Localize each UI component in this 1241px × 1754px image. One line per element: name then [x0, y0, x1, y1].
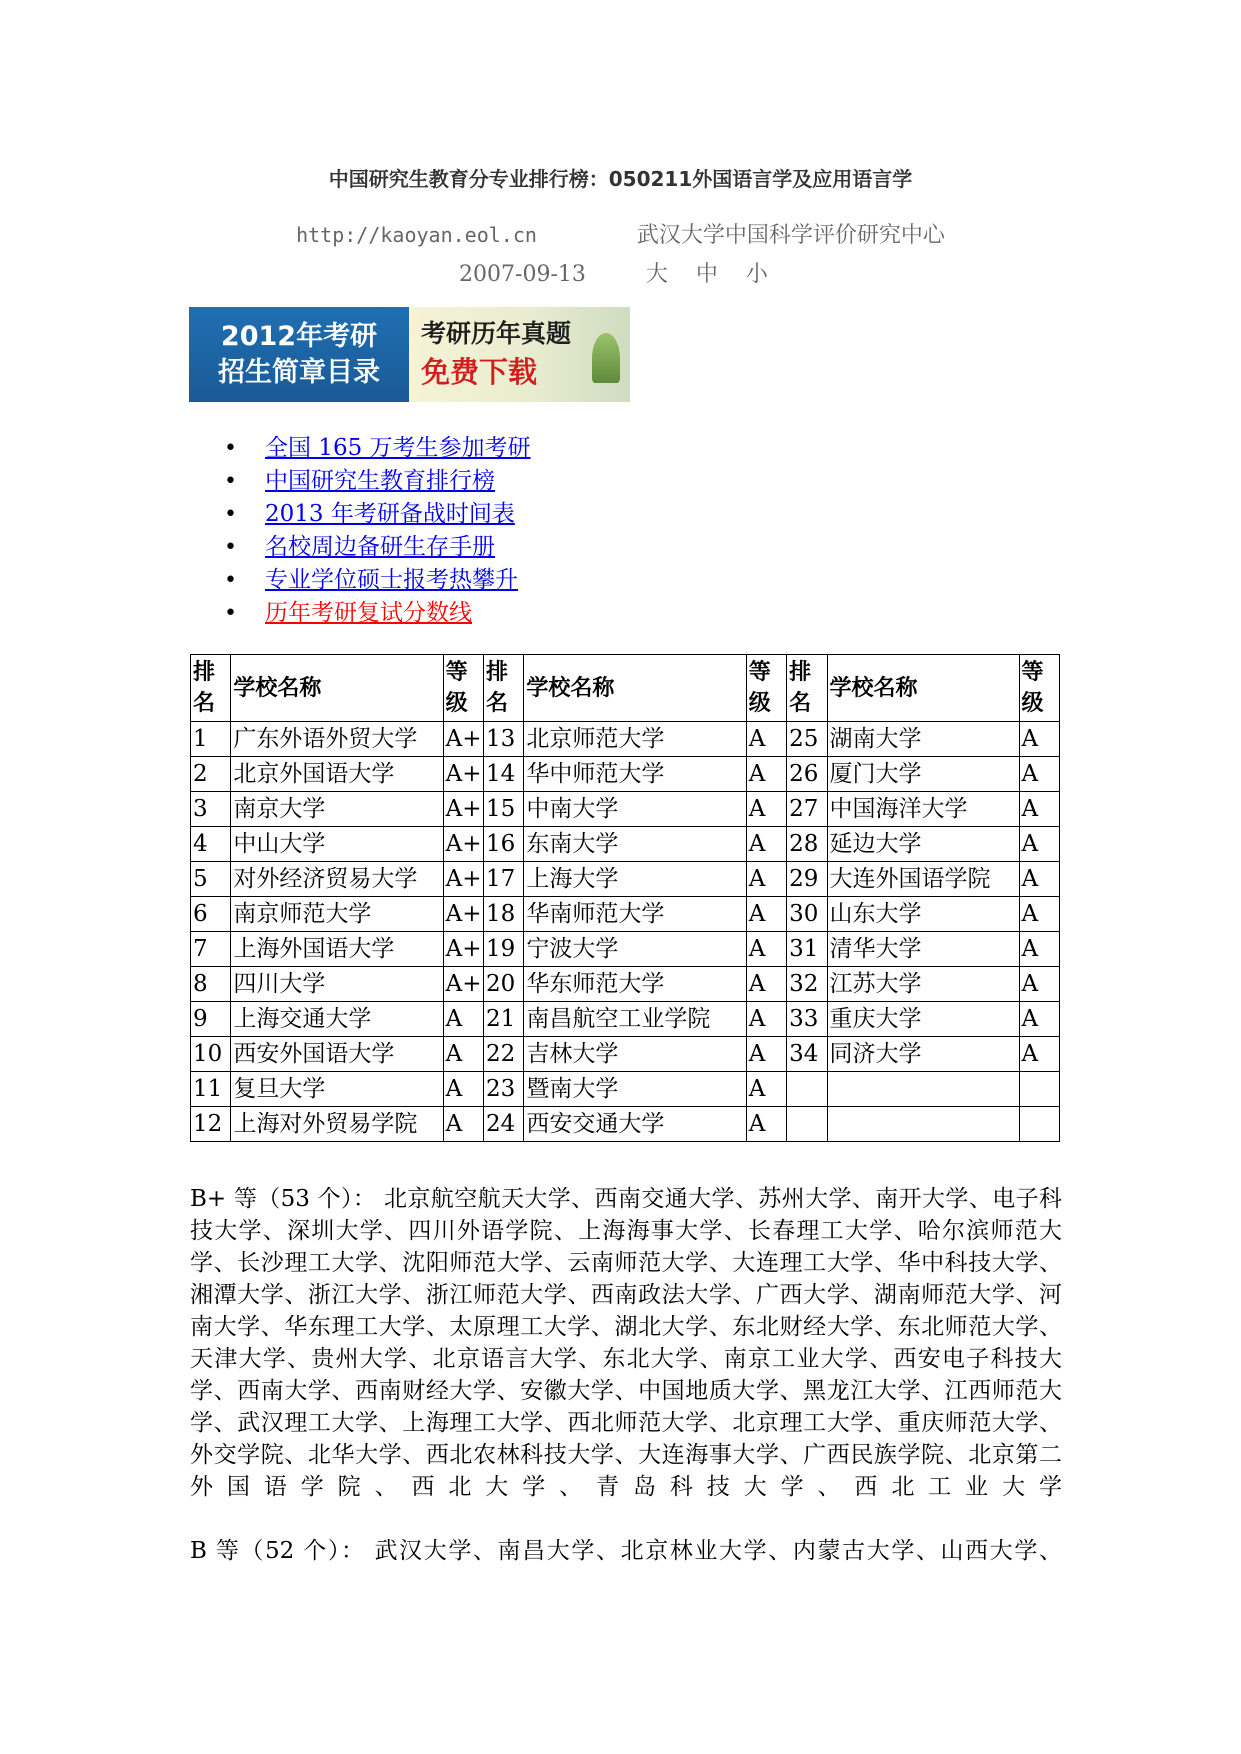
cell-rank: 4	[191, 827, 231, 862]
cell-grade: A	[1019, 722, 1060, 757]
font-size-medium-link[interactable]: 中	[695, 262, 718, 287]
cell-grade: A	[746, 792, 786, 827]
cell-rank: 12	[191, 1107, 231, 1142]
cell-rank: 29	[787, 862, 827, 897]
table-row	[191, 792, 1060, 827]
cell-school: 南京大学	[231, 792, 443, 827]
source-url-link[interactable]: http://kaoyan.eol.cn	[296, 223, 537, 247]
cell-rank: 13	[484, 722, 524, 757]
cell-grade: A+	[443, 722, 483, 757]
cell-school: 中南大学	[524, 792, 746, 827]
table-row	[191, 1002, 1060, 1037]
cell-rank: 17	[484, 862, 524, 897]
grade-bplus-text: B+ 等（53 个）： 北京航空航天大学、西南交通大学、苏州大学、南开大学、电子科技大学、深圳大学、四川外语学院、上海海事大学、长春理工大学、哈尔滨师范大学、长沙理工大学、沈阳师范大学、云南师范大学、大连理工大学、华中科技大学、湘潭大学、浙江大学、浙江师范大学、西南政法大学、广西大学、湖南师范大学、河南大学、华东理工大学、太原理工大学、湖北大学、东北财经大学、东北师范大学、天津大学、贵州大学、北京语言大学、东北大学、南京工业大学、西安电子科技大学、西南大学、西南财经大学、安徽大学、中国地质大学、黑龙江大学、江西师范大学、武汉理工大学、上海理工大学、西北师范大学、北京理工大学、重庆师范大学、外交学院、北华大学、西北农林科技大学、大连海事大学、广西民族学院、北京第二外国语学院、西北大学、青岛科技大学、西北工业大学	[190, 1186, 1062, 1500]
cell-grade: A	[746, 1037, 786, 1072]
cell-rank	[787, 1107, 827, 1142]
ad-banner-right-line2: 免费下载	[421, 355, 538, 389]
cell-school: 大连外国语学院	[827, 862, 1019, 897]
cell-school: 湖南大学	[827, 722, 1019, 757]
cell-grade: A	[443, 1037, 483, 1072]
table-header-row	[191, 655, 1060, 722]
cell-grade: A	[1019, 967, 1060, 1002]
list-item	[228, 564, 531, 597]
cell-grade: A	[746, 897, 786, 932]
table-row	[191, 757, 1060, 792]
table-row	[191, 1072, 1060, 1107]
cell-school: 上海对外贸易学院	[231, 1107, 443, 1142]
cell-grade: A	[746, 1107, 786, 1142]
cell-school: 北京师范大学	[524, 722, 746, 757]
table-row	[191, 932, 1060, 967]
cell-rank: 26	[787, 757, 827, 792]
source-organization: 武汉大学中国科学评价研究中心	[636, 223, 945, 248]
cell-rank: 21	[484, 1002, 524, 1037]
cell-grade: A	[746, 967, 786, 1002]
list-item	[228, 432, 531, 465]
cell-school: 西安外国语大学	[231, 1037, 443, 1072]
cell-rank: 25	[787, 722, 827, 757]
cell-school: 中国海洋大学	[827, 792, 1019, 827]
cell-rank: 7	[191, 932, 231, 967]
cell-grade	[1019, 1107, 1060, 1142]
cell-grade: A+	[443, 827, 483, 862]
font-size-large-link[interactable]: 大	[645, 262, 668, 287]
cell-rank: 28	[787, 827, 827, 862]
cell-school	[827, 1107, 1019, 1142]
cell-grade: A	[443, 1072, 483, 1107]
header-grade: 等级	[443, 655, 483, 722]
cell-school: 四川大学	[231, 967, 443, 1002]
header-rank: 排名	[191, 655, 231, 722]
font-size-small-link[interactable]: 小	[745, 262, 768, 287]
cell-rank: 22	[484, 1037, 524, 1072]
list-item	[228, 531, 531, 564]
cell-school: 南京师范大学	[231, 897, 443, 932]
cell-grade: A+	[443, 792, 483, 827]
cell-school: 宁波大学	[524, 932, 746, 967]
cell-school: 清华大学	[827, 932, 1019, 967]
cell-school: 对外经济贸易大学	[231, 862, 443, 897]
cell-school: 上海大学	[524, 862, 746, 897]
page-title: 中国研究生教育分专业排行榜：050211外国语言学及应用语言学	[328, 167, 913, 191]
list-item	[228, 597, 531, 630]
cell-school: 暨南大学	[524, 1072, 746, 1107]
header-rank: 排名	[484, 655, 524, 722]
cell-grade: A	[1019, 1037, 1060, 1072]
cell-rank	[787, 1072, 827, 1107]
cell-school: 厦门大学	[827, 757, 1019, 792]
cell-school: 江苏大学	[827, 967, 1019, 1002]
cell-grade: A	[1019, 792, 1060, 827]
cell-grade: A+	[443, 897, 483, 932]
related-link[interactable]: 名校周边备研生存手册	[265, 534, 495, 560]
ad-banner-brochure[interactable]	[189, 307, 409, 402]
cell-rank: 19	[484, 932, 524, 967]
header-rank: 排名	[787, 655, 827, 722]
cell-rank: 1	[191, 722, 231, 757]
cell-grade: A+	[443, 932, 483, 967]
table-row	[191, 722, 1060, 757]
cell-grade: A+	[443, 757, 483, 792]
header-grade: 等级	[746, 655, 786, 722]
cell-school: 南昌航空工业学院	[524, 1002, 746, 1037]
related-link[interactable]: 2013 年考研备战时间表	[265, 501, 515, 527]
cell-rank: 18	[484, 897, 524, 932]
cell-rank: 5	[191, 862, 231, 897]
cell-rank: 6	[191, 897, 231, 932]
cell-school: 华东师范大学	[524, 967, 746, 1002]
cell-grade: A	[443, 1002, 483, 1037]
cell-grade: A	[746, 1002, 786, 1037]
ranking-table	[190, 654, 1060, 1142]
cell-rank: 23	[484, 1072, 524, 1107]
table-row	[191, 967, 1060, 1002]
header-school: 学校名称	[231, 655, 443, 722]
cell-grade: A	[746, 932, 786, 967]
table-row	[191, 897, 1060, 932]
cell-school: 东南大学	[524, 827, 746, 862]
cell-rank: 30	[787, 897, 827, 932]
header-school: 学校名称	[524, 655, 746, 722]
cell-rank: 9	[191, 1002, 231, 1037]
cell-school: 上海交通大学	[231, 1002, 443, 1037]
cell-grade: A	[1019, 932, 1060, 967]
grade-b-text: B 等（52 个）： 武汉大学、南昌大学、北京林业大学、内蒙古大学、山西大学、	[190, 1538, 1062, 1564]
cell-rank: 11	[191, 1072, 231, 1107]
related-link-highlight[interactable]: 历年考研复试分数线	[265, 600, 472, 626]
cell-grade: A	[443, 1107, 483, 1142]
related-link[interactable]: 全国 165 万考生参加考研	[265, 435, 531, 461]
cell-grade: A	[1019, 1002, 1060, 1037]
cell-rank: 3	[191, 792, 231, 827]
cell-grade: A	[746, 757, 786, 792]
table-body	[191, 722, 1060, 1142]
cell-rank: 2	[191, 757, 231, 792]
table-row	[191, 827, 1060, 862]
cell-school: 华南师范大学	[524, 897, 746, 932]
cell-rank: 34	[787, 1037, 827, 1072]
cell-rank: 33	[787, 1002, 827, 1037]
cell-rank: 15	[484, 792, 524, 827]
ad-banner-left-line1: 2012年考研	[220, 321, 378, 352]
ad-banner-download[interactable]	[409, 307, 630, 402]
ad-banner-right-line1: 考研历年真题	[421, 319, 572, 348]
cell-grade: A	[746, 1072, 786, 1107]
cell-rank: 10	[191, 1037, 231, 1072]
table-row	[191, 1107, 1060, 1142]
table-row	[191, 1037, 1060, 1072]
cell-rank: 31	[787, 932, 827, 967]
cell-rank: 16	[484, 827, 524, 862]
cell-school: 同济大学	[827, 1037, 1019, 1072]
cell-school: 华中师范大学	[524, 757, 746, 792]
cell-grade: A	[746, 862, 786, 897]
cell-rank: 32	[787, 967, 827, 1002]
cell-school: 广东外语外贸大学	[231, 722, 443, 757]
cell-school: 山东大学	[827, 897, 1019, 932]
grade-b-paragraph	[190, 1535, 1062, 1567]
related-links-list	[228, 432, 531, 630]
plant-icon	[592, 333, 620, 383]
grade-bplus-paragraph	[190, 1183, 1062, 1503]
cell-grade: A	[1019, 862, 1060, 897]
cell-rank: 24	[484, 1107, 524, 1142]
cell-grade: A	[1019, 757, 1060, 792]
cell-rank: 27	[787, 792, 827, 827]
related-link[interactable]: 中国研究生教育排行榜	[265, 468, 495, 494]
cell-school	[827, 1072, 1019, 1107]
cell-school: 吉林大学	[524, 1037, 746, 1072]
header-school: 学校名称	[827, 655, 1019, 722]
cell-grade: A	[1019, 897, 1060, 932]
list-item	[228, 465, 531, 498]
cell-school: 上海外国语大学	[231, 932, 443, 967]
ad-banner[interactable]	[189, 307, 630, 402]
cell-school: 西安交通大学	[524, 1107, 746, 1142]
cell-school: 延边大学	[827, 827, 1019, 862]
related-link[interactable]: 专业学位硕士报考热攀升	[265, 567, 518, 593]
cell-grade: A	[746, 827, 786, 862]
table-row	[191, 862, 1060, 897]
cell-grade: A	[1019, 827, 1060, 862]
cell-rank: 14	[484, 757, 524, 792]
ad-banner-left-line2: 招生简章目录	[218, 357, 380, 388]
date-size-line	[0, 257, 1241, 288]
publish-date: 2007-09-13	[459, 262, 586, 287]
cell-grade: A	[746, 722, 786, 757]
cell-grade: A+	[443, 862, 483, 897]
cell-school: 北京外国语大学	[231, 757, 443, 792]
cell-school: 重庆大学	[827, 1002, 1019, 1037]
cell-rank: 20	[484, 967, 524, 1002]
cell-rank: 8	[191, 967, 231, 1002]
cell-grade	[1019, 1072, 1060, 1107]
header-grade: 等级	[1019, 655, 1060, 722]
cell-school: 复旦大学	[231, 1072, 443, 1107]
cell-grade: A+	[443, 967, 483, 1002]
list-item	[228, 498, 531, 531]
source-line	[0, 218, 1241, 249]
cell-school: 中山大学	[231, 827, 443, 862]
